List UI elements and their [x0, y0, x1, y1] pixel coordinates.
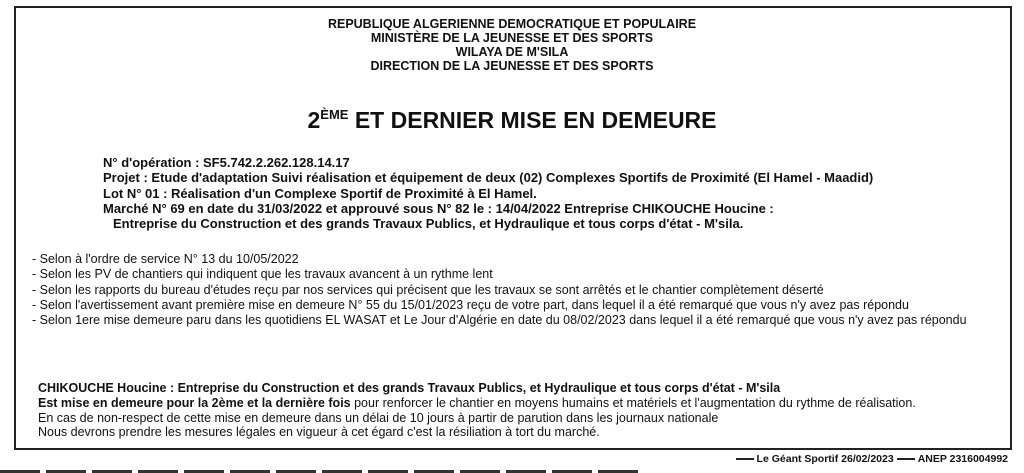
newspaper-source: Le Géant Sportif 26/02/2023 — [756, 453, 894, 465]
formal-notice-statement — [38, 396, 1018, 411]
divider — [897, 458, 915, 460]
title-number: 2 — [307, 107, 321, 133]
contract-details: Marché N° 69 en date du 31/03/2022 et approuvé sous N° 82 le : 14/04/2022 Entreprise CHIKOUCHE Houcine : — [103, 200, 774, 216]
list-item: - Selon 1ere mise demeure paru dans les quotidiens EL WASAT et Le Jour d'Algérie en date du 08/02/2023 dans lequel il a été remarqué que vous n'y avez pas répondu — [32, 313, 967, 328]
operation-details — [103, 155, 983, 231]
anep-reference: ANEP 2316004992 — [917, 453, 1008, 465]
list-item: - Selon à l'ordre de service N° 13 du 10/05/2022 — [32, 252, 299, 266]
consequence-statement: Nous devrons prendre les mesures légales en vigueur à cet égard c'est la résiliation à tort du marché. — [38, 425, 600, 440]
grounds-list — [32, 252, 1012, 328]
header-line-republic: REPUBLIQUE ALGERIENNE DEMOCRATIQUE ET POPULAIRE — [327, 17, 697, 31]
header-line-wilaya: WILAYA DE M'SILA — [455, 45, 569, 59]
operation-number: N° d'opération : SF5.742.2.262.128.14.17 — [103, 155, 350, 170]
header-block — [0, 17, 1024, 73]
conclusion-block — [38, 381, 1018, 440]
title-superscript: ÈME — [320, 107, 349, 122]
list-item: - Selon les PV de chantiers qui indiquent que les travaux avancent à un rythme lent — [32, 267, 493, 282]
publication-footer — [729, 453, 1008, 465]
lot-description: Lot N° 01 : Réalisation d'un Complexe Sportif de Proximité à El Hamel. — [103, 185, 537, 201]
list-item: - Selon l'avertissement avant première mise en demeure N° 55 du 15/01/2023 reçu de votre part, dans lequel il a été remarqué que vous n'y avez pas répondu — [32, 297, 909, 312]
header-line-ministry: MINISTÈRE DE LA JEUNESSE ET DES SPORTS — [370, 31, 654, 45]
project-description: Projet : Etude d'adaptation Suivi réalisation et équipement de deux (02) Complexes Sportifs de Proximité (El Hamel - Maadid) — [103, 170, 874, 186]
title-text: ET DERNIER MISE EN DEMEURE — [348, 107, 717, 133]
notice-title — [0, 100, 1024, 135]
formal-notice-emphasis: Est mise en demeure pour la 2ème et la dernière fois — [38, 395, 351, 410]
deadline-statement: En cas de non-respect de cette mise en demeure dans un délai de 10 jours à partir de parution dans les journaux nationale — [38, 410, 719, 425]
contractor-heading: CHIKOUCHE Houcine : Entreprise du Construction et des grands Travaux Publics, et Hydraulique et tous corps d'état - M'sila — [38, 381, 781, 395]
header-line-direction: DIRECTION DE LA JEUNESSE ET DES SPORTS — [370, 59, 654, 73]
formal-notice-text: pour renforcer le chantier en moyens humains et matériels et l'augmentation du rythme de réalisation. — [350, 395, 916, 410]
contractor-name: Entreprise du Construction et des grands Travaux Publics, et Hydraulique et tous corps d'état - M'sila. — [113, 216, 744, 232]
divider — [736, 458, 754, 460]
list-item: - Selon les rapports du bureau d'études reçu par nos services qui précisent que les travaux se sont arrêtés et le chantier complètement déserté — [32, 282, 824, 297]
